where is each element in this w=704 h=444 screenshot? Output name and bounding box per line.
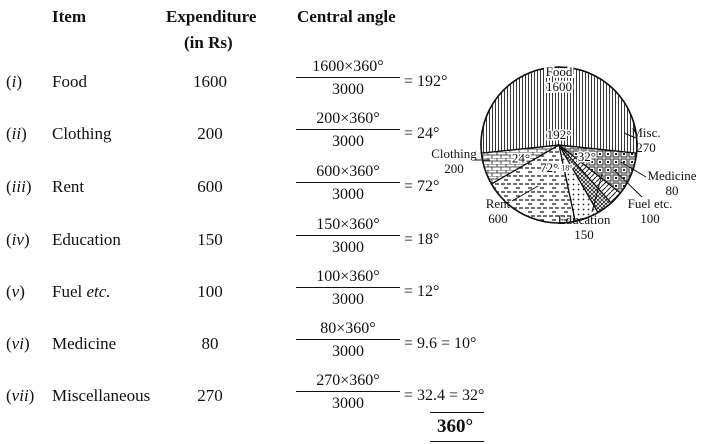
row-item: Miscellaneous: [52, 386, 151, 405]
fraction-numerator: 100×360°: [296, 268, 400, 288]
row-item: Clothing: [52, 124, 112, 143]
total-rule-bottom: [430, 441, 484, 442]
category-value-clothing: 200: [444, 161, 464, 176]
row-fraction: [296, 268, 400, 309]
fraction-numerator: 1600×360°: [296, 58, 400, 78]
category-label-rent: Rent: [485, 196, 511, 211]
category-value-food: 1600: [546, 79, 572, 94]
row-index: (i): [6, 72, 23, 91]
fraction-denominator: 3000: [332, 81, 364, 98]
total-angle: 360°: [437, 416, 474, 437]
row-result: = 32.4 = 32°: [404, 387, 485, 404]
category-label-medicine: Medicine: [647, 168, 697, 183]
row-expenditure: 270: [197, 386, 223, 405]
row-fraction: [296, 163, 400, 204]
row-index: (iii): [6, 177, 32, 196]
fraction-numerator: 270×360°: [296, 372, 400, 392]
pie-angle-label: 32°: [577, 149, 596, 165]
pie-angle-label: 24°: [511, 150, 531, 166]
fraction-numerator: 200×360°: [296, 110, 400, 130]
row-expenditure: 100: [197, 282, 223, 301]
category-label-fuel-etc: Fuel etc.: [627, 196, 673, 211]
row-item: Education: [52, 230, 121, 249]
row-item: Medicine: [52, 334, 117, 353]
category-label-misc: Misc.: [631, 125, 661, 140]
pie-angle-label: 18°: [561, 163, 573, 173]
category-value-medicine: 80: [665, 183, 679, 198]
row-item: Rent: [52, 177, 85, 196]
category-label-food: Food: [545, 64, 573, 79]
fraction-denominator: 3000: [332, 343, 364, 360]
header-expenditure-unit: (in Rs): [184, 33, 233, 52]
row-expenditure: 200: [197, 124, 223, 143]
row-index: (vii): [6, 386, 35, 405]
row-index: (vi): [6, 334, 30, 353]
row-item: Fuel etc.: [52, 282, 111, 301]
row-result: = 9.6 = 10°: [404, 335, 477, 352]
row-result: = 72°: [404, 178, 440, 195]
category-value-misc: 270: [636, 140, 656, 155]
total-rule-top: [430, 412, 484, 413]
fraction-denominator: 3000: [332, 186, 364, 203]
row-expenditure: 150: [197, 230, 223, 249]
row-fraction: [296, 58, 400, 99]
row-fraction: [296, 110, 400, 151]
fraction-denominator: 3000: [332, 395, 364, 412]
header-expenditure: Expenditure: [166, 7, 257, 26]
pie-chart: [431, 62, 704, 242]
fraction-numerator: 150×360°: [296, 216, 400, 236]
fraction-denominator: 3000: [332, 291, 364, 308]
category-value-fuel-etc: 100: [640, 211, 660, 226]
row-item: Food: [52, 72, 87, 91]
category-label-education: Education: [557, 212, 611, 227]
category-value-education: 150: [574, 227, 594, 242]
row-expenditure: 600: [197, 177, 223, 196]
row-fraction: [296, 216, 400, 257]
row-expenditure: 1600: [193, 72, 227, 91]
header-central-angle: Central angle: [297, 7, 396, 26]
category-label-clothing: Clothing: [431, 146, 477, 161]
row-index: (ii): [6, 124, 27, 143]
row-result: = 24°: [404, 125, 440, 142]
category-value-rent: 600: [488, 211, 508, 226]
row-result: = 18°: [404, 231, 440, 248]
row-index: (iv): [6, 230, 30, 249]
pie-angle-label: 192°: [546, 127, 572, 142]
pie-angle-label: 72°: [540, 159, 559, 175]
fraction-numerator: 600×360°: [296, 163, 400, 183]
fraction-denominator: 3000: [332, 239, 364, 256]
row-index: (v): [6, 282, 25, 301]
header-item: Item: [52, 7, 86, 26]
row-fraction: [296, 372, 400, 413]
row-fraction: [296, 320, 400, 361]
row-result: = 192°: [404, 73, 448, 90]
fraction-numerator: 80×360°: [296, 320, 400, 340]
row-expenditure: 80: [201, 334, 219, 353]
row-result: = 12°: [404, 283, 440, 300]
fraction-denominator: 3000: [332, 133, 364, 150]
